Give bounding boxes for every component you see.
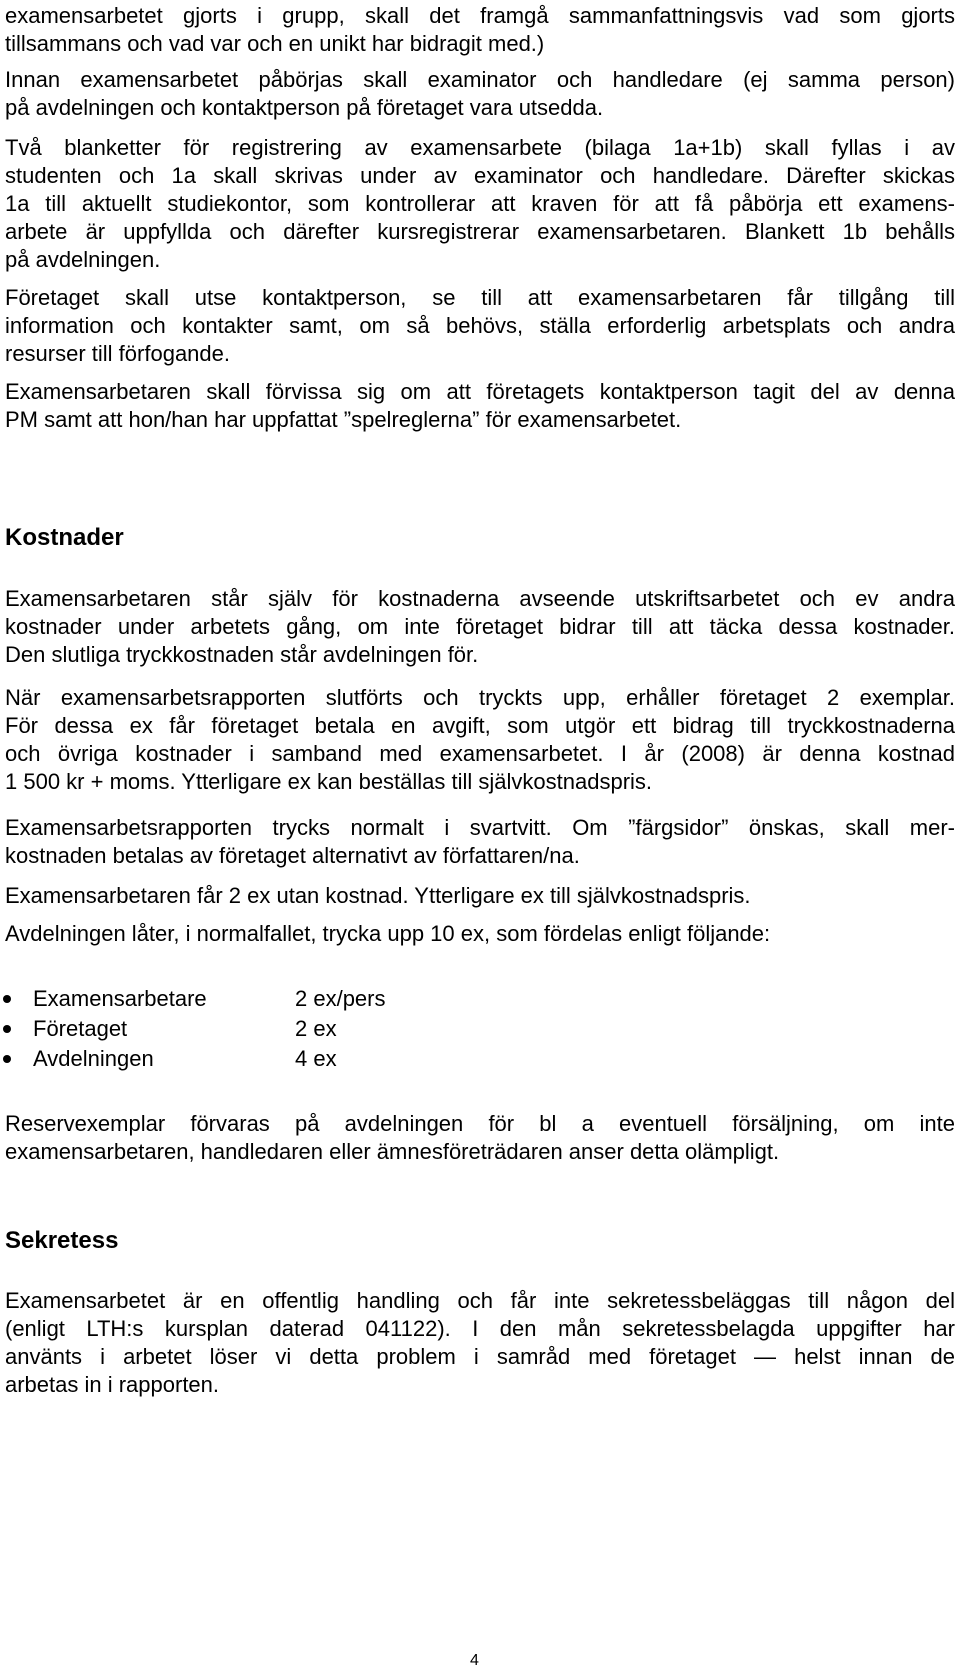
text-line: Examensarbetaren får 2 ex utan kostnad. Ytterligare ex till självkostnadspris. — [5, 883, 751, 908]
text-line: Företaget skall utse kontaktperson, se till att examensarbetaren får tillgång till — [5, 285, 955, 310]
text-line: kostnader under arbetets gång, om inte företaget bidrar till att täcka dessa kostnader. — [5, 614, 955, 639]
text-line: använts i arbetet löser vi detta problem i samråd med företaget — helst innan de — [5, 1344, 955, 1369]
text-line: Examensarbetet är en offentlig handling och får inte sekretessbeläggas till någon del — [5, 1288, 955, 1313]
recipient-label: Företaget — [33, 1016, 128, 1041]
text-line: tillsammans och vad var och en unikt har bidragit med.) — [5, 31, 545, 56]
text-line: på avdelningen. — [5, 247, 161, 272]
amount-value: 2 ex/pers — [295, 986, 386, 1011]
distribution-list — [0, 984, 400, 1074]
text-line: information och kontakter samt, om så behövs, ställa erforderlig arbetsplats och andra — [5, 313, 955, 338]
bullet-icon — [3, 995, 11, 1003]
text-line: Avdelningen låter, i normalfallet, trycka upp 10 ex, som fördelas enligt följande: — [5, 921, 771, 946]
bullet-icon — [3, 1025, 11, 1033]
text-line: Examensarbetaren står själv för kostnaderna avseende utskriftsarbetet och ev andra — [5, 586, 955, 611]
recipient-label: Examensarbetare — [33, 986, 207, 1011]
list-item — [0, 1014, 400, 1044]
text-line: Reservexemplar förvaras på avdelningen för bl a eventuell försäljning, om inte — [5, 1111, 955, 1136]
text-line: resurser till förfogande. — [5, 341, 230, 366]
text-line: När examensarbetsrapporten slutförts och tryckts upp, erhåller företaget 2 exemplar. — [5, 685, 955, 710]
text-line: examensarbetaren, handledaren eller ämnesföreträdaren anser detta olämpligt. — [5, 1139, 780, 1164]
amount-value: 2 ex — [295, 1016, 337, 1041]
text-line: arbete är uppfyllda och därefter kursregistrerar examensarbetaren. Blankett 1b behålls — [5, 219, 955, 244]
text-line: PM samt att hon/han har uppfattat ”spelreglerna” för examensarbetet. — [5, 407, 682, 432]
text-line: Examensarbetsrapporten trycks normalt i svartvitt. Om ”färgsidor” önskas, skall mer- — [5, 815, 955, 840]
text-line: Den slutliga tryckkostnaden står avdelningen för. — [5, 642, 479, 667]
text-line: studenten och 1a skall skrivas under av examinator och handledare. Därefter skickas — [5, 163, 955, 188]
text-line: examensarbetet gjorts i grupp, skall det framgå sammanfattningsvis vad som gjorts — [5, 3, 955, 28]
text-line: arbetas in i rapporten. — [5, 1372, 220, 1397]
text-line: Innan examensarbetet påbörjas skall examinator och handledare (ej samma person) — [5, 67, 955, 92]
recipient-label: Avdelningen — [33, 1046, 154, 1071]
text-line: 1 500 kr + moms. Ytterligare ex kan beställas till självkostnadspris. — [5, 769, 653, 794]
page-number: 4 — [470, 1652, 479, 1669]
text-line: kostnaden betalas av företaget alternativt av författaren/na. — [5, 843, 580, 868]
section-heading-sekretess: Sekretess — [5, 1227, 119, 1254]
text-line: För dessa ex får företaget betala en avgift, som utgör ett bidrag till tryckkostnaderna — [5, 713, 955, 738]
text-line: och övriga kostnader i samband med examensarbetet. I år (2008) är denna kostnad — [5, 741, 955, 766]
section-heading-kostnader: Kostnader — [5, 524, 124, 551]
text-line: 1a till aktuellt studiekontor, som kontrollerar att kraven för att få påbörja ett examens- — [5, 191, 955, 216]
amount-value: 4 ex — [295, 1046, 337, 1071]
text-line: på avdelningen och kontaktperson på företaget vara utsedda. — [5, 95, 604, 120]
list-item — [0, 984, 400, 1014]
bullet-icon — [3, 1055, 11, 1063]
text-line: (enligt LTH:s kursplan daterad 041122). I den mån sekretessbelagda uppgifter har — [5, 1316, 955, 1341]
text-line: Två blanketter för registrering av examensarbete (bilaga 1a+1b) skall fyllas i av — [5, 135, 955, 160]
text-line: Examensarbetaren skall förvissa sig om att företagets kontaktperson tagit del av denna — [5, 379, 955, 404]
list-item — [0, 1044, 400, 1074]
